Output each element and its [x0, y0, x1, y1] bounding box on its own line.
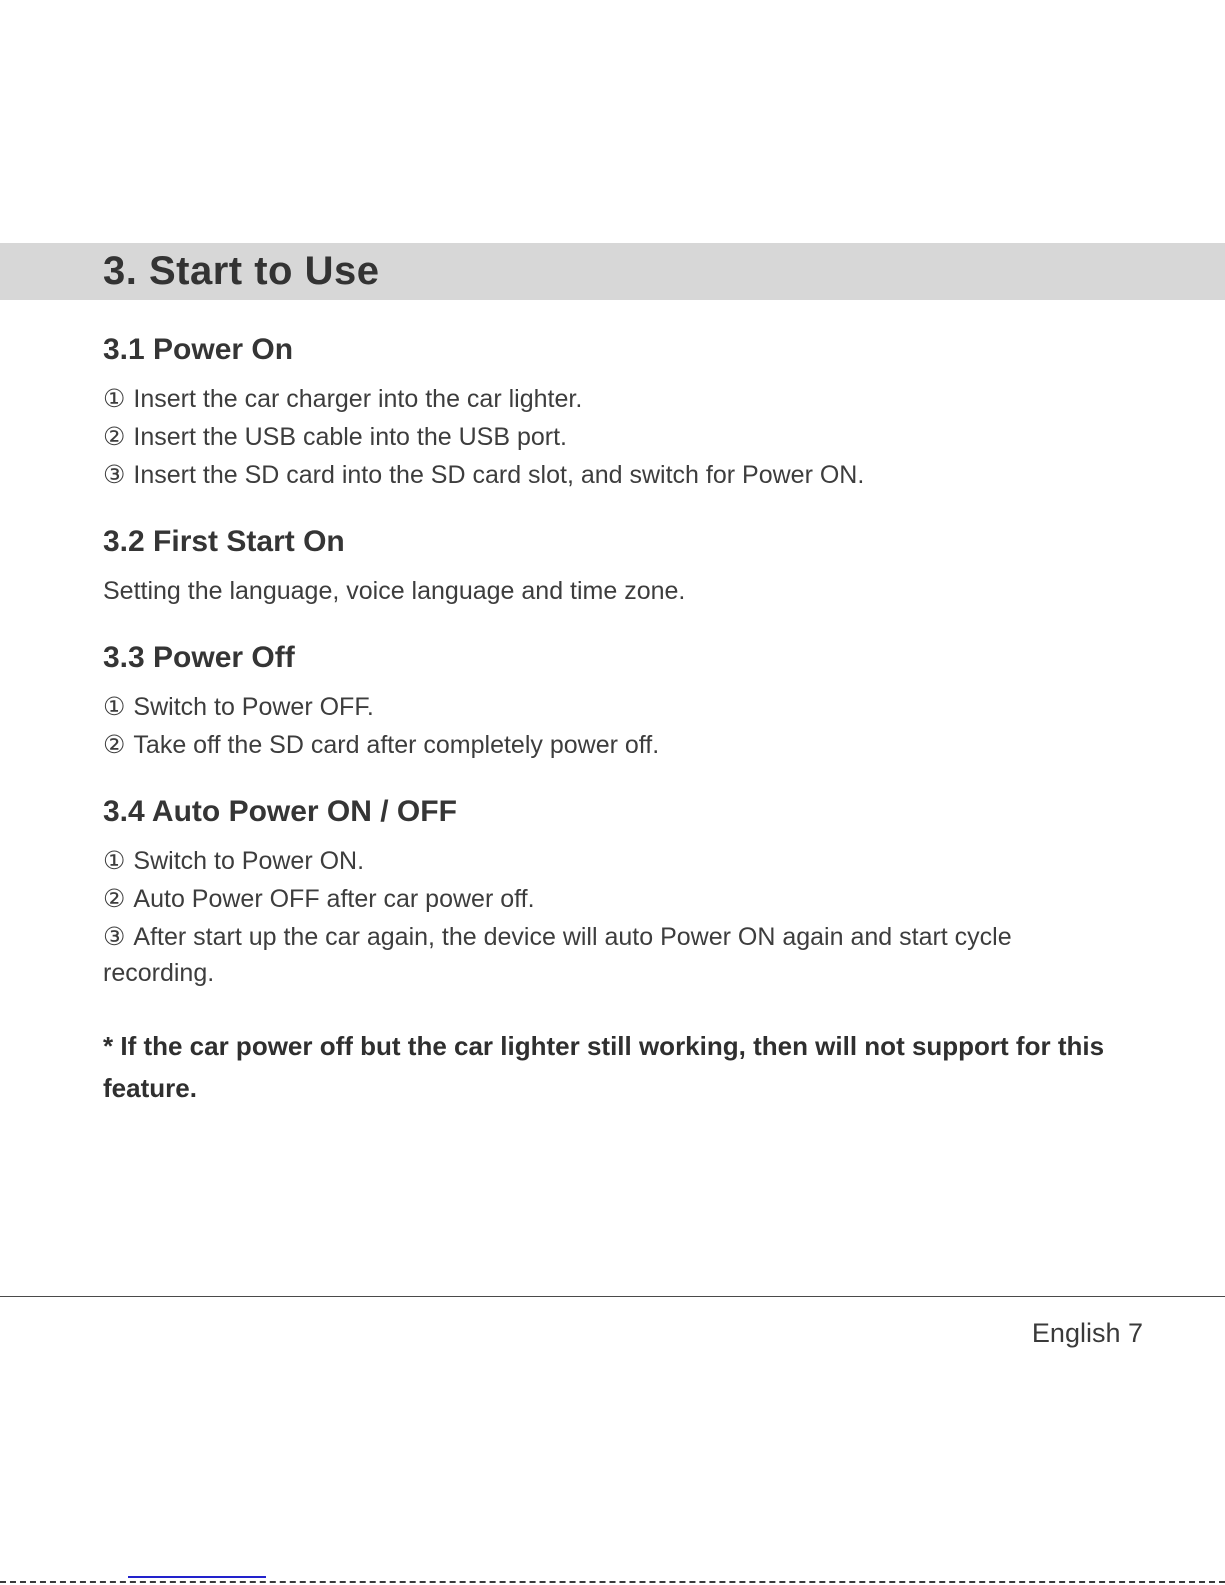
list-item [103, 689, 1113, 725]
section-title: 3.2 First Start On [103, 525, 345, 558]
item-marker: ① [103, 693, 126, 721]
list-item [103, 919, 1113, 991]
list-item [103, 457, 1113, 493]
feature-note: * If the car power off but the car lighter still working, then will not support for this feature. [103, 1031, 1105, 1103]
section-paragraph: Setting the language, voice language and time zone. [103, 577, 686, 605]
item-text: After start up the car again, the device will auto Power ON again and start cycle recording. [103, 923, 1012, 987]
page-title: 3. Start to Use [103, 249, 380, 293]
section-title: 3.4 Auto Power ON / OFF [103, 795, 457, 828]
item-text: Take off the SD card after completely power off. [133, 731, 660, 759]
list-item [103, 843, 1113, 879]
section-power-off [103, 641, 1113, 763]
list-item [103, 419, 1113, 455]
section-title: 3.1 Power On [103, 333, 294, 366]
item-text: Insert the car charger into the car lighter. [133, 385, 583, 413]
item-text: Auto Power OFF after car power off. [133, 885, 535, 913]
item-text: Insert the SD card into the SD card slot, and switch for Power ON. [133, 461, 865, 489]
list-item [103, 881, 1113, 917]
item-marker: ③ [103, 923, 126, 951]
item-text: Switch to Power OFF. [133, 693, 374, 721]
item-text: Insert the USB cable into the USB port. [133, 423, 567, 451]
item-marker: ③ [103, 461, 126, 489]
item-marker: ② [103, 423, 126, 451]
section-power-on [103, 333, 1113, 493]
list-item [103, 727, 1113, 763]
page-content [103, 333, 1113, 1135]
list-item [103, 381, 1113, 417]
page-number-label: English 7 [1031, 1318, 1143, 1348]
footer-divider [0, 1296, 1225, 1297]
section-header-bar [0, 243, 1225, 300]
section-auto-power-on-off [103, 795, 1113, 991]
item-marker: ② [103, 731, 126, 759]
bottom-link-underline [128, 1576, 266, 1578]
page-bottom-edge [0, 1581, 1225, 1583]
item-marker: ① [103, 847, 126, 875]
item-marker: ① [103, 385, 126, 413]
section-title: 3.3 Power Off [103, 641, 295, 674]
item-marker: ② [103, 885, 126, 913]
section-first-start-on [103, 525, 1113, 609]
item-text: Switch to Power ON. [133, 847, 365, 875]
